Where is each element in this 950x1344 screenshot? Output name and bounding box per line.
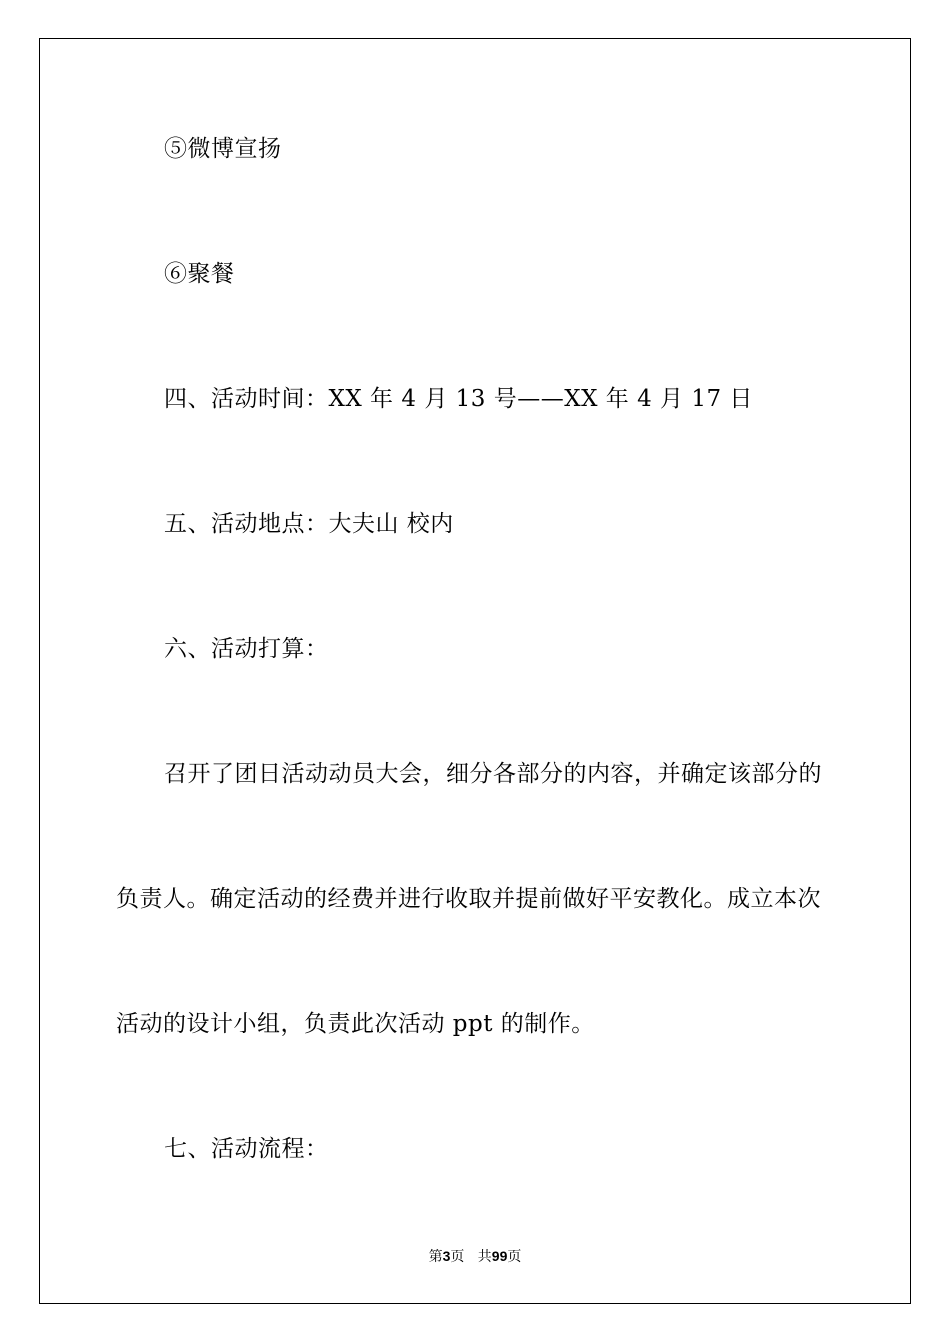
section-activity-location: 五、活动地点：大夫山 校内 (164, 511, 454, 537)
list-item-weibo: ⑤微博宣扬 (164, 136, 282, 162)
footer-total-suffix: 页 (507, 1249, 522, 1265)
page-footer (0, 1247, 950, 1266)
section-activity-plan: 六、活动打算： (164, 636, 329, 662)
section-activity-flow: 七、活动流程： (164, 1136, 329, 1162)
paragraph-line-3: 活动的设计小组，负责此次活动 ppt 的制作。 (116, 1011, 595, 1037)
footer-page-suffix: 页 (450, 1249, 465, 1265)
footer-page-number: 3 (442, 1248, 451, 1264)
section-activity-time: 四、活动时间：XX 年 4 月 13 号——XX 年 4 月 17 日 (164, 386, 753, 412)
footer-total-prefix: 共 (477, 1249, 492, 1265)
paragraph-line-2: 负责人。确定活动的经费并进行收取并提前做好平安教化。成立本次 (116, 886, 821, 912)
footer-total-pages: 99 (491, 1248, 508, 1264)
footer-page-prefix: 第 (428, 1249, 443, 1265)
paragraph-line-1: 召开了团日活动动员大会，细分各部分的内容，并确定该部分的 (164, 761, 822, 787)
list-item-dinner: ⑥聚餐 (164, 261, 235, 287)
page-border (39, 38, 911, 1304)
